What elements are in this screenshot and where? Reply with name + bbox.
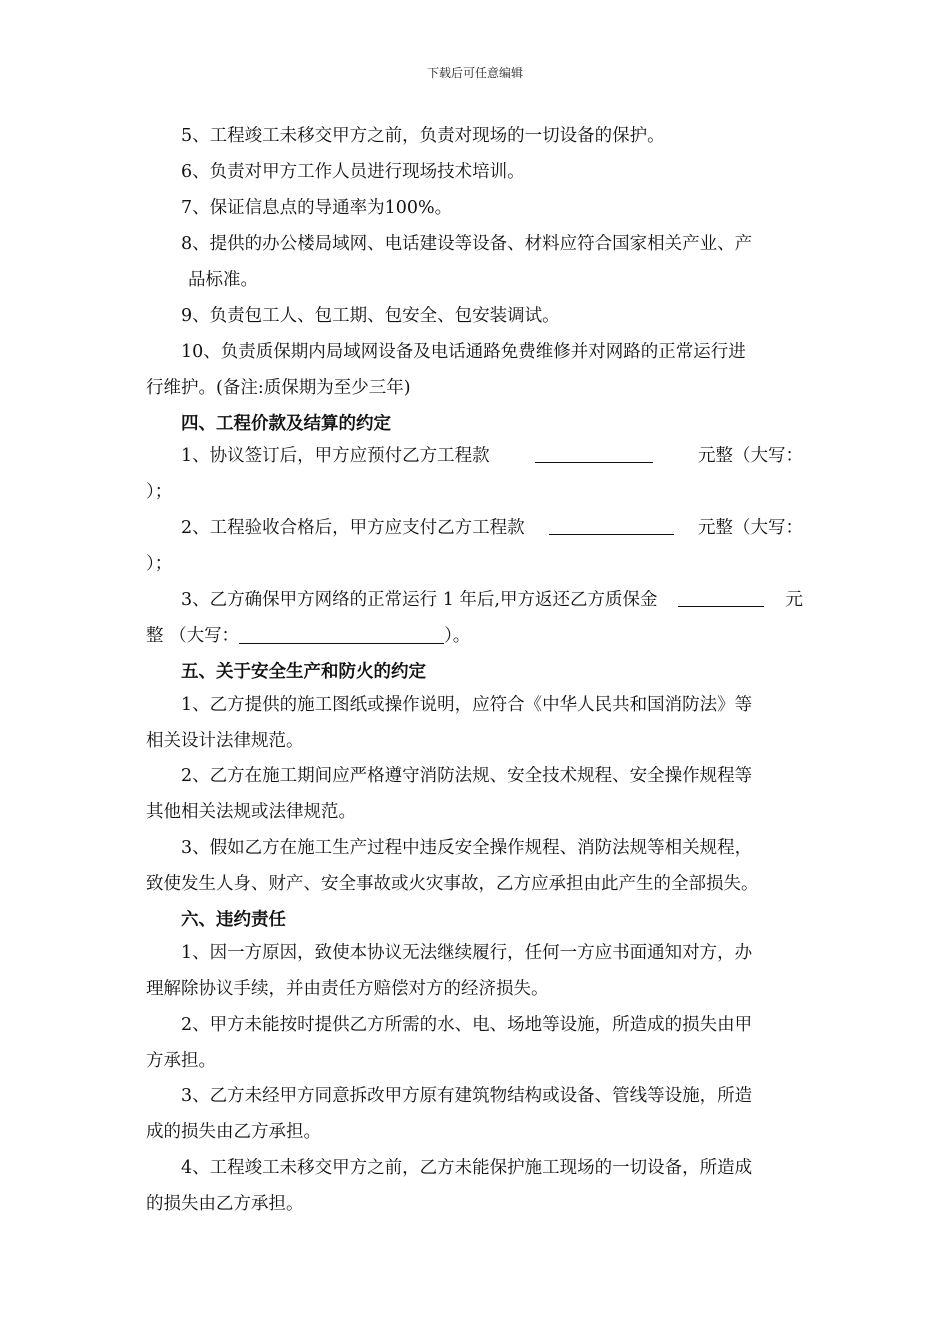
section-6-para-2-line1: 2、甲方未能按时提供乙方所需的水、电、场地等设施，所造成的损失由甲 bbox=[181, 1015, 753, 1035]
item-9: 9、负责包工人、包工期、包安全、包安装调试。 bbox=[181, 306, 560, 326]
item-5: 5、工程竣工未移交甲方之前，负责对现场的一切设备的保护。 bbox=[181, 126, 665, 146]
section-6-title: 六、违约责任 bbox=[181, 910, 286, 930]
amount-words-blank[interactable] bbox=[239, 625, 444, 644]
para-text: 2、工程验收合格后，甲方应支付乙方工程款 bbox=[181, 518, 525, 538]
amount-blank[interactable] bbox=[549, 516, 674, 535]
para-text: 整 （大写： bbox=[146, 626, 240, 646]
para-text: 3、乙方确保甲方网络的正常运行 1 年后,甲方返还乙方质保金 bbox=[181, 590, 658, 610]
section-5-para-1-line2: 相关设计法律规范。 bbox=[146, 731, 304, 751]
para-text: 元 bbox=[785, 590, 803, 610]
section-6-para-2-line2: 方承担。 bbox=[146, 1051, 216, 1071]
section-5-para-3-line1: 3、假如乙方在施工生产过程中违反安全操作规程、消防法规等相关规程， bbox=[181, 838, 753, 858]
section-5-title: 五、关于安全生产和防火的约定 bbox=[181, 662, 426, 682]
section-6-para-1-line2: 理解除协议手续，并由责任方赔偿对方的经济损失。 bbox=[146, 979, 549, 999]
item-7: 7、保证信息点的导通率为100%。 bbox=[181, 198, 453, 218]
section-5-para-2-line1: 2、乙方在施工期间应严格遵守消防法规、安全技术规程、安全操作规程等 bbox=[181, 766, 753, 786]
section-4-para-1-end: ）； bbox=[146, 482, 173, 502]
section-6-para-3-line1: 3、乙方未经甲方同意拆改甲方原有建筑物结构或设备、管线等设施，所造 bbox=[181, 1086, 753, 1106]
section-5-para-2-line2: 其他相关法规或法律规范。 bbox=[146, 802, 356, 822]
section-5-para-3-line2: 致使发生人身、财产、安全事故或火灾事故，乙方应承担由此产生的全部损失。 bbox=[146, 874, 759, 894]
section-4-para-2-end: ）； bbox=[146, 554, 173, 574]
section-4-para-1 bbox=[181, 444, 803, 468]
amount-blank[interactable] bbox=[678, 588, 764, 607]
section-6-para-4-line2: 的损失由乙方承担。 bbox=[146, 1194, 304, 1214]
section-5-para-1-line1: 1、乙方提供的施工图纸或操作说明，应符合《中华人民共和国消防法》等 bbox=[181, 695, 753, 715]
para-text: 1、协议签订后，甲方应预付乙方工程款 bbox=[181, 446, 490, 466]
amount-blank[interactable] bbox=[535, 444, 653, 463]
section-4-para-3-line2 bbox=[146, 624, 470, 648]
item-10-line2: 行维护。(备注:质保期为至少三年) bbox=[146, 378, 411, 398]
section-6-para-1-line1: 1、因一方原因，致使本协议无法继续履行，任何一方应书面通知对方，办 bbox=[181, 943, 753, 963]
item-8-line1: 8、提供的办公楼局域网、电话建设等设备、材料应符合国家相关产业、产 bbox=[181, 234, 753, 254]
section-6-para-3-line2: 成的损失由乙方承担。 bbox=[146, 1122, 321, 1142]
item-10-line1: 10、负责质保期内局域网设备及电话通路免费维修并对网路的正常运行进 bbox=[181, 342, 746, 362]
section-4-para-3 bbox=[181, 588, 803, 612]
section-4-title: 四、工程价款及结算的约定 bbox=[181, 414, 391, 434]
para-text: 元整（大写： bbox=[697, 518, 803, 538]
para-text: 元整（大写： bbox=[697, 446, 803, 466]
section-4-para-2 bbox=[181, 516, 803, 540]
page-header: 下载后可任意编辑 bbox=[426, 66, 523, 80]
item-6: 6、负责对甲方工作人员进行现场技术培训。 bbox=[181, 162, 525, 182]
item-8-line2: 品标准。 bbox=[188, 270, 258, 290]
para-text: ）。 bbox=[444, 626, 471, 646]
section-6-para-4-line1: 4、工程竣工未移交甲方之前，乙方未能保护施工现场的一切设备，所造成 bbox=[181, 1158, 753, 1178]
